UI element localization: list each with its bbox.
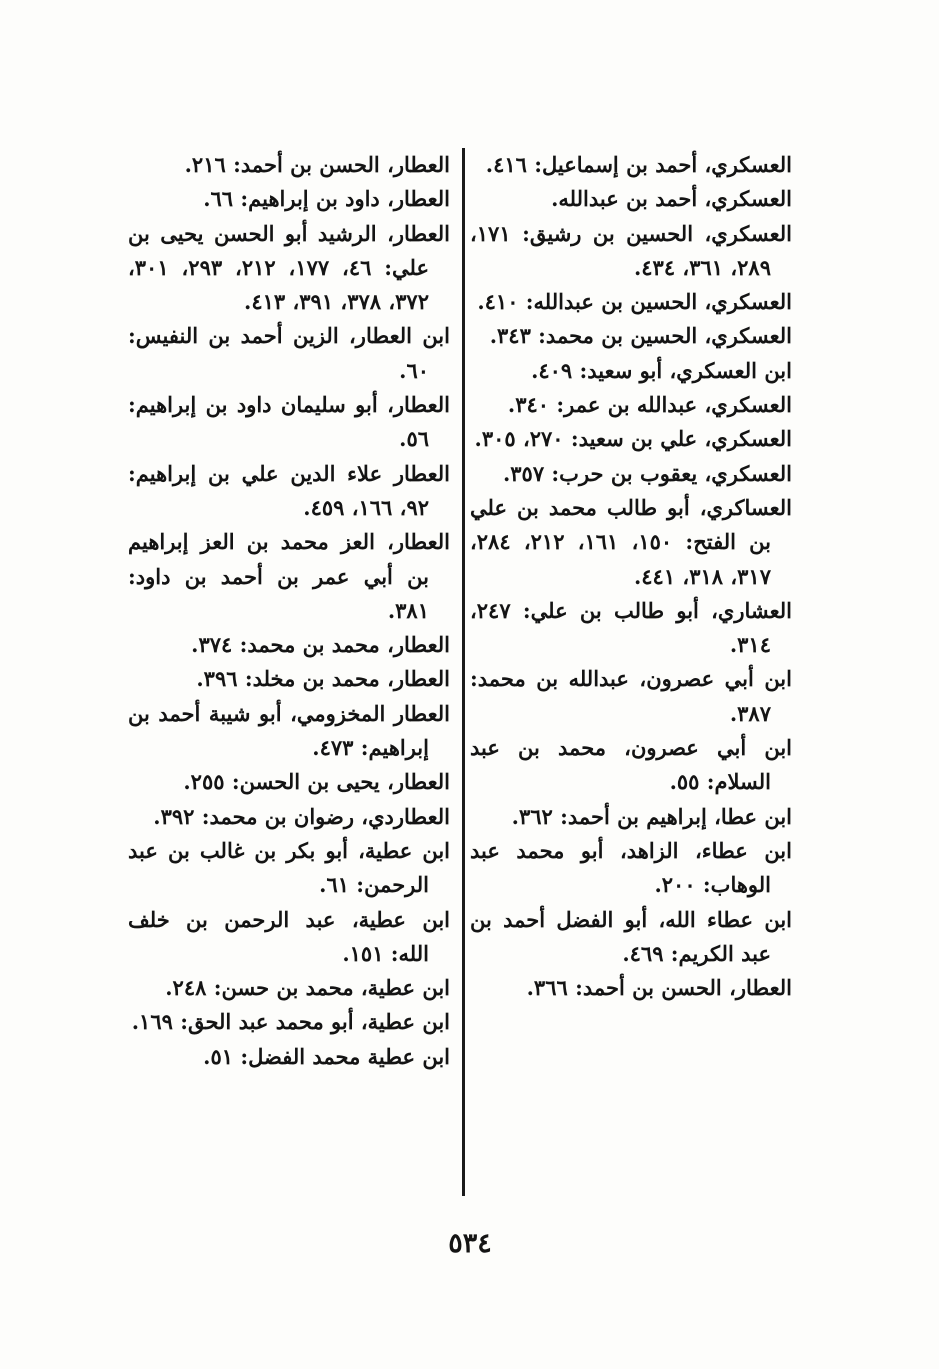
column-divider [462,148,465,1196]
page-number: ٥٣٤ [448,1228,492,1259]
index-entry: ابن أبي عصرون، عبدالله بن محمد: ٣٨٧. [470,666,792,726]
index-entry: العسكري، علي بن سعيد: ٢٧٠، ٣٠٥. [474,426,792,452]
index-entry: العطار، الرشيد أبو الحسن يحيى بن علي: ٤٦، ١٧٧، ٢١٢، ٢٩٣، ٣٠١، ٣٧٢، ٣٧٨، ٣٩١، ٤١٣. [128,220,450,315]
index-entry: العسكري، الحسين بن عبدالله: ٤١٠. [477,289,792,315]
index-entry: العشاري، أبو طالب بن علي: ٢٤٧، ٣١٤. [470,597,792,658]
index-entry: العسكري، الحسين بن محمد: ٣٤٣. [489,323,792,349]
index-entry: العطار، يحيى بن الحسن: ٢٥٥. [183,769,450,795]
index-column-right [470,148,792,1005]
index-entry: ابن أبي عصرون، محمد بن عبد السلام: ٥٥. [470,735,792,795]
index-entry: ابن عطية، محمد بن حسن: ٢٤٨. [165,975,450,1001]
index-entry: العسكري، عبدالله بن عمر: ٣٤٠. [507,392,792,418]
index-entry: ابن عطية، أبو بكر بن غالب بن عبد الرحمن: ٦١. [128,837,450,898]
index-entry: العسكري، يعقوب بن حرب: ٣٥٧. [502,460,792,486]
index-entry: ابن عطاء، الزاهد، أبو محمد عبد الوهاب: ٢٠٠. [470,837,792,898]
index-entry: العطاردي، رضوان بن محمد: ٣٩٢. [153,803,450,829]
index-entry: ابن العسكري، أبو سعيد: ٤٠٩. [531,357,792,383]
index-entry: العطار، محمد بن مخلد: ٣٩٦. [196,666,450,692]
index-entry: العطار، داود بن إبراهيم: ٦٦. [203,186,450,212]
index-entry: ابن عطاء الله، أبو الفضل أحمد بن عبد الكريم: ٤٦٩. [470,906,792,966]
index-entry: ابن عطية، عبد الرحمن بن خلف الله: ١٥١. [128,906,450,966]
index-entry: العطار علاء الدين علي بن إبراهيم: ٩٢، ١٦٦، ٤٥٩. [128,460,450,520]
index-entry: العسكري، أحمد بن عبدالله. [551,186,792,212]
index-entry: العطار، محمد بن محمد: ٣٧٤. [191,632,450,658]
index-entry: ابن العطار، الزين أحمد بن النفيس: ٦٠. [128,323,450,383]
index-entry: العساكري، أبو طالب محمد بن علي بن الفتح: ١٥٠، ١٦١، ٢١٢، ٢٨٤، ٣١٧، ٣١٨، ٤٤١. [470,494,792,589]
index-entry: العطار، الحسن بن أحمد: ٢١٦. [184,152,450,177]
index-column-left [128,148,450,1074]
index-entry: ابن عطا، إبراهيم بن أحمد: ٣٦٢. [511,803,792,829]
index-entry: ابن عطية محمد الفضل: ٥١. [203,1043,450,1069]
index-entry: العطار المخزومي، أبو شيبة أحمد بن إبراهيم: ٤٧٣. [128,700,450,761]
index-entry: العسكري، أحمد بن إسماعيل: ٤١٦. [485,152,792,177]
index-entry: العطار، العز محمد بن العز إبراهيم بن أبي عمر بن أحمد بن داود: ٣٨١. [128,529,450,623]
index-entry: ابن عطية، أبو محمد عبد الحق: ١٦٩. [131,1009,450,1035]
index-entry: العسكري، الحسين بن رشيق: ١٧١، ٢٨٩، ٣٦١، ٤٣٤. [470,220,792,280]
index-entry: العطار، الحسن بن أحمد: ٣٦٦. [526,975,792,1001]
index-entry: العطار، أبو سليمان داود بن إبراهيم: ٥٦. [128,392,450,452]
